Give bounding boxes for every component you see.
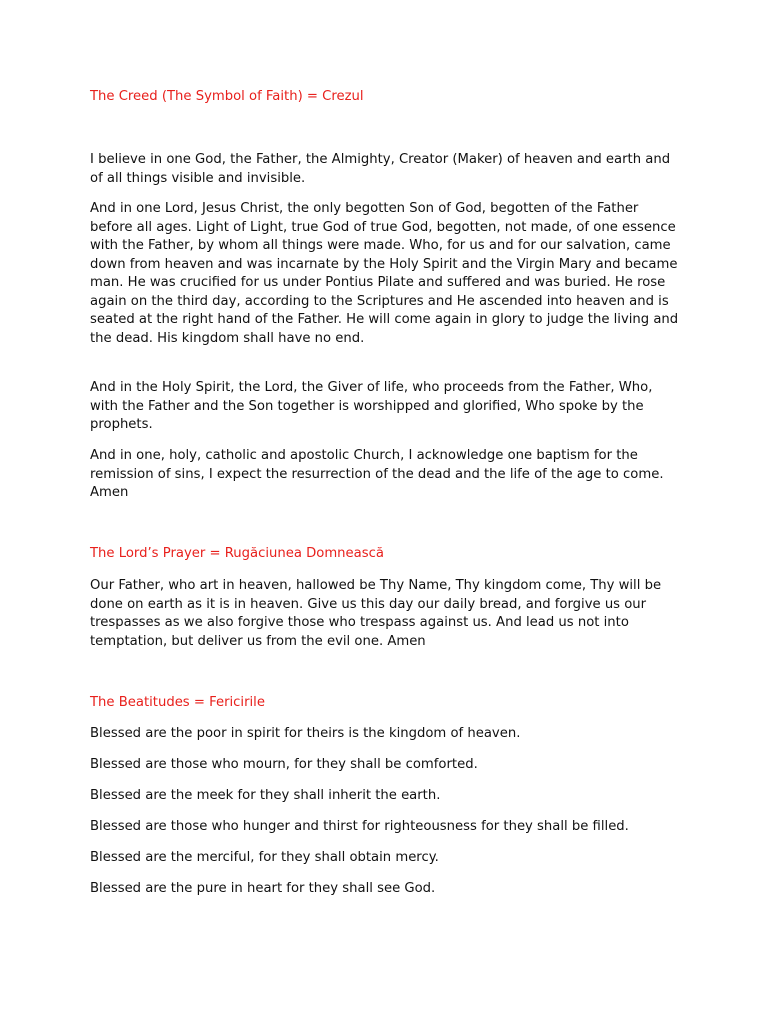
creed-heading: The Creed (The Symbol of Faith) = Crezul	[90, 89, 364, 104]
lords-prayer-text: Our Father, who art in heaven, hallowed be Thy Name, Thy kingdom come, Thy will be done on earth as it is in heaven. Give us this day our daily bread, and forgive us our trespasses as we also forgive those who trespass against us. And lead us not into temptation, but deliver us from the evil one. Amen	[90, 578, 662, 649]
creed-paragraph-1: I believe in one God, the Father, the Almighty, Creator (Maker) of heaven and earth and of all things visible and invisible.	[90, 152, 671, 186]
beatitudes-heading: The Beatitudes = Fericirile	[90, 695, 265, 710]
beatitude-item: Blessed are those who mourn, for they shall be comforted.	[90, 757, 478, 772]
beatitude-item: Blessed are the merciful, for they shall obtain mercy.	[90, 850, 439, 865]
beatitude-item: Blessed are the pure in heart for they shall see God.	[90, 881, 436, 896]
beatitude-item: Blessed are the meek for they shall inherit the earth.	[90, 788, 441, 803]
creed-paragraph-3: And in the Holy Spirit, the Lord, the Giver of life, who proceeds from the Father, Who, with the Father and the Son together is worshipped and glorified, Who spoke by the prophets.	[90, 380, 653, 432]
document-page	[90, 0, 680, 1024]
beatitude-item: Blessed are those who hunger and thirst for righteousness for they shall be filled.	[90, 819, 629, 834]
beatitude-item: Blessed are the poor in spirit for theirs is the kingdom of heaven.	[90, 726, 521, 741]
creed-paragraph-4: And in one, holy, catholic and apostolic Church, I acknowledge one baptism for the remission of sins, I expect the resurrection of the dead and the life of the age to come. Amen	[90, 448, 664, 500]
creed-paragraph-2: And in one Lord, Jesus Christ, the only begotten Son of God, begotten of the Father before all ages. Light of Light, true God of true God, begotten, not made, of one essence with the Father, by whom all things were made. Who, for us and for our salvation, came down from heaven and was incarnate by the Holy Spirit and the Virgin Mary and became man. He was crucified for us under Pontius Pilate and suffered and was buried. He rose again on the third day, according to the Scriptures and He ascended into heaven and is seated at the right hand of the Father. He will come again in glory to judge the living and the dead. His kingdom shall have no end.	[90, 201, 679, 346]
lords-prayer-heading: The Lord’s Prayer = Rugăciunea Domnească	[90, 546, 384, 561]
